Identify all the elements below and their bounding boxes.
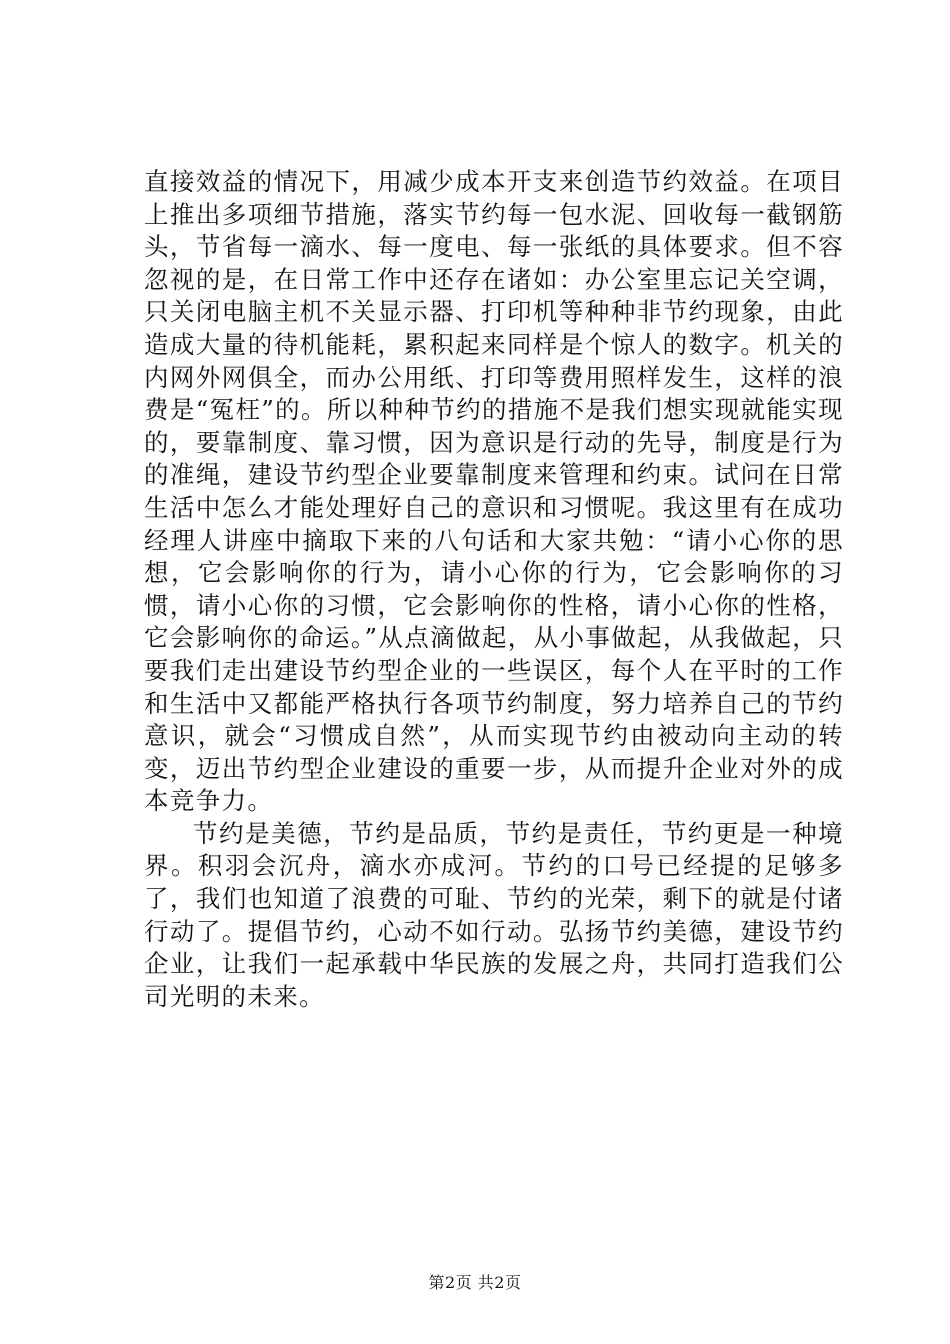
paragraph-2: 节约是美德，节约是品质，节约是责任，节约更是一种境界。积羽会沉舟，滴水亦成河。节约的口号已经提的足够多了，我们也知道了浪费的可耻、节约的光荣，剩下的就是付诸行动了。提倡节约，心动不如行动。弘扬节约美德，建设节约企业，让我们一起承载中华民族的发展之舟，共同打造我们公司光明的未来。 [144,818,844,1011]
paragraph-1: 直接效益的情况下，用减少成本开支来创造节约效益。在项目上推出多项细节措施，落实节约每一包水泥、回收每一截钢筋头，节省每一滴水、每一度电、每一张纸的具体要求。但不容忽视的是，在日常工作中还存在诸如：办公室里忘记关空调，只关闭电脑主机不关显示器、打印机等种种非节约现象，由此造成大量的待机能耗，累积起来同样是个惊人的数字。机关的内网外网俱全，而办公用纸、打印等费用照样发生，这样的浪费是“冤枉”的。所以种种节约的措施不是我们想实现就能实现的，要靠制度、靠习惯，因为意识是行动的先导，制度是行为的准绳，建设节约型企业要靠制度来管理和约束。试问在日常生活中怎么才能处理好自己的意识和习惯呢。我这里有在成功经理人讲座中摘取下来的八句话和大家共勉：“请小心你的思想，它会影响你的行为，请小心你的行为，它会影响你的习惯，请小心你的习惯，它会影响你的性格，请小心你的性格，它会影响你的命运。”从点滴做起，从小事做起，从我做起，只要我们走出建设节约型企业的一些误区，每个人在平时的工作和生活中又都能严格执行各项节约制度，努力培养自己的节约意识，就会“习惯成自然”，从而实现节约由被动向主动的转变，迈出节约型企业建设的重要一步，从而提升企业对外的成本竞争力。 [144,167,844,816]
document-body [144,166,844,1013]
page-number-footer: 第2页 共2页 [428,1273,522,1292]
